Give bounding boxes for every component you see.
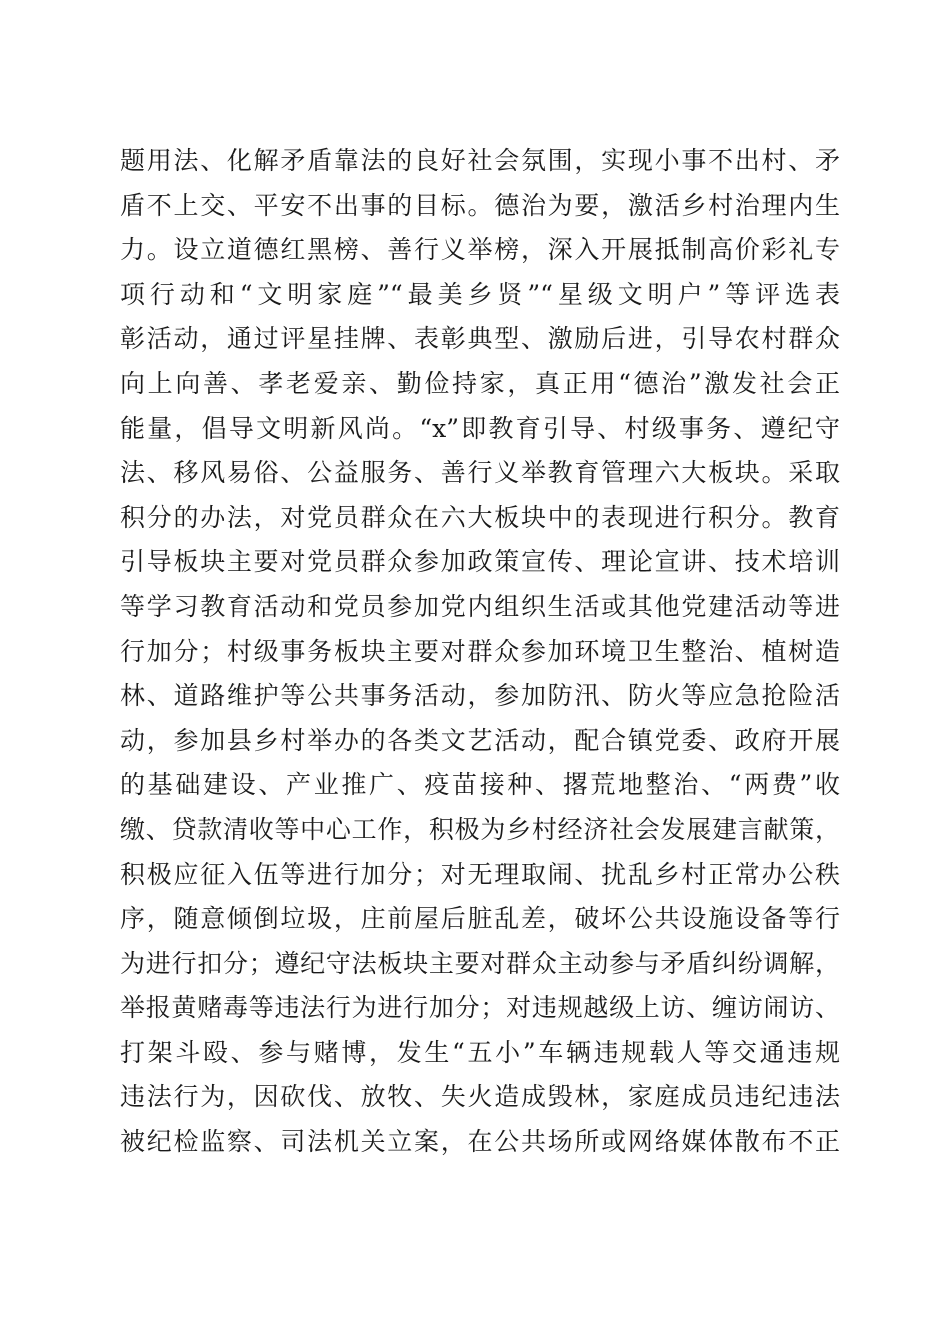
text-line: 盾不上交、平安不出事的目标。德治为要，激活乡村治理内生 <box>120 190 840 220</box>
text-line: 能量，倡导文明新风尚。“x”即教育引导、村级事务、遵纪守 <box>120 413 840 443</box>
body-paragraph <box>120 139 840 1165</box>
text-line: 序，随意倾倒垃圾，庄前屋后脏乱差，破坏公共设施设备等行 <box>120 904 840 934</box>
text-line: 彰活动，通过评星挂牌、表彰典型、激励后进，引导农村群众 <box>120 324 840 354</box>
text-line: 引导板块主要对党员群众参加政策宣传、理论宣讲、技术培训 <box>120 547 840 577</box>
text-line: 动，参加县乡村举办的各类文艺活动，配合镇党委、政府开展 <box>120 725 840 755</box>
text-line: 积分的办法，对党员群众在六大板块中的表现进行积分。教育 <box>120 502 840 532</box>
text-line: 项行动和“文明家庭”“最美乡贤”“星级文明户”等评选表 <box>120 279 840 309</box>
text-line: 被纪检监察、司法机关立案，在公共场所或网络媒体散布不正 <box>120 1127 840 1157</box>
text-line: 举报黄赌毒等违法行为进行加分；对违规越级上访、缠访闹访、 <box>120 993 840 1023</box>
text-line: 法、移风易俗、公益服务、善行义举教育管理六大板块。采取 <box>120 458 840 488</box>
text-line: 打架斗殴、参与赌博，发生“五小”车辆违规载人等交通违规 <box>120 1037 840 1067</box>
text-line: 的基础建设、产业推广、疫苗接种、撂荒地整治、“两费”收 <box>120 770 840 800</box>
text-line: 力。设立道德红黑榜、善行义举榜，深入开展抵制高价彩礼专 <box>120 235 840 265</box>
text-line: 向上向善、孝老爱亲、勤俭持家，真正用“德治”激发社会正 <box>120 368 840 398</box>
text-line: 林、道路维护等公共事务活动，参加防汛、防火等应急抢险活 <box>120 681 840 711</box>
text-line: 积极应征入伍等进行加分；对无理取闹、扰乱乡村正常办公秩 <box>120 859 840 889</box>
text-line: 为进行扣分；遵纪守法板块主要对群众主动参与矛盾纠纷调解， <box>120 948 840 978</box>
text-line: 违法行为，因砍伐、放牧、失火造成毁林，家庭成员违纪违法 <box>120 1082 840 1112</box>
text-line: 题用法、化解矛盾靠法的良好社会氛围，实现小事不出村、矛 <box>120 146 840 175</box>
text-line: 等学习教育活动和党员参加党内组织生活或其他党建活动等进 <box>120 591 840 621</box>
text-line: 缴、贷款清收等中心工作，积极为乡村经济社会发展建言献策， <box>120 814 840 844</box>
text-line: 行加分；村级事务板块主要对群众参加环境卫生整治、植树造 <box>120 636 840 666</box>
